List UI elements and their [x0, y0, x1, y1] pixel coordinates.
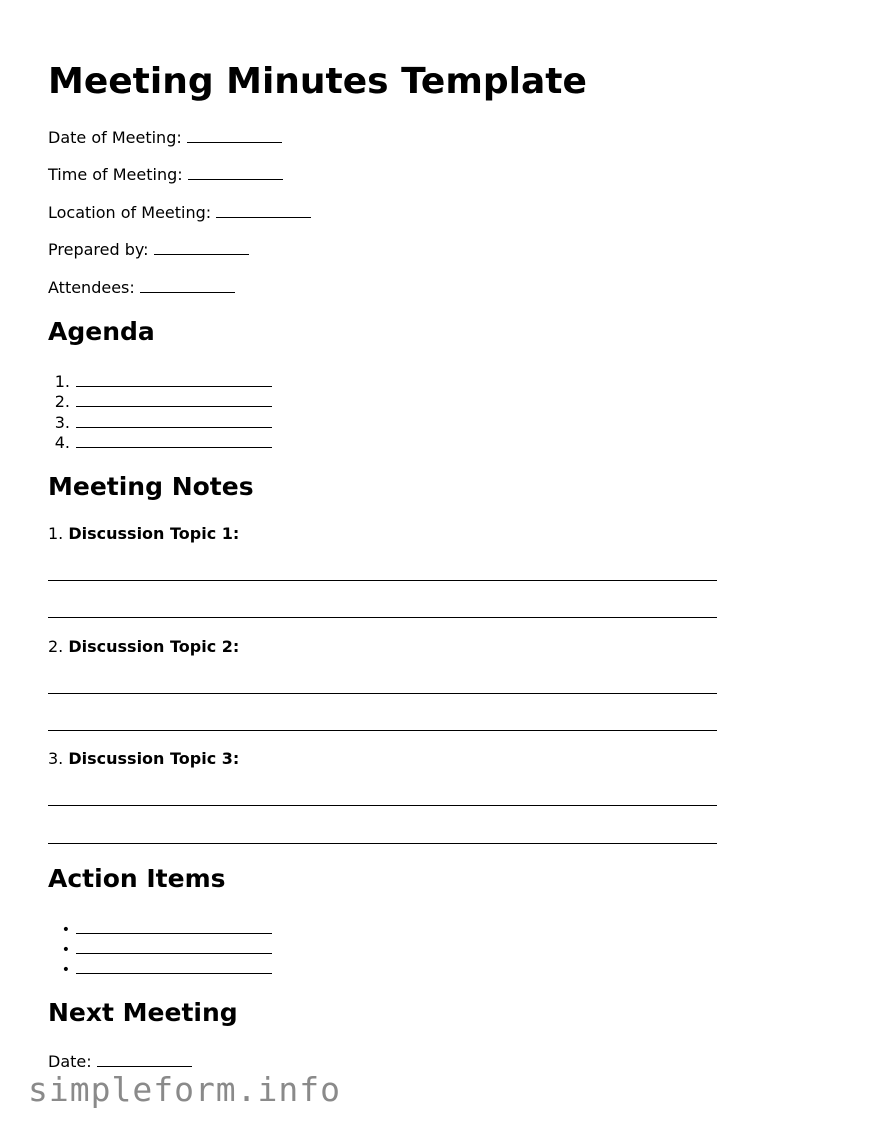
blank-line[interactable]: [140, 276, 235, 293]
blank-line[interactable]: [154, 238, 249, 255]
agenda-heading: Agenda: [48, 317, 155, 346]
note-line[interactable]: [48, 580, 717, 581]
bullet-icon: •: [61, 962, 70, 978]
meeting-notes-heading: Meeting Notes: [48, 472, 254, 501]
location-of-meeting-field: [48, 201, 311, 223]
topic-number: 2.: [48, 637, 64, 656]
field-label: Time of Meeting:: [48, 165, 183, 184]
blank-line[interactable]: [76, 431, 272, 448]
topic-label: Discussion Topic 2:: [68, 637, 240, 656]
action-item: [48, 957, 272, 980]
blank-line[interactable]: [76, 917, 272, 934]
topic-number: 3.: [48, 749, 64, 768]
note-line[interactable]: [48, 693, 717, 694]
blank-line[interactable]: [187, 126, 282, 143]
agenda-item: [48, 411, 272, 433]
topic-label: Discussion Topic 1:: [68, 524, 240, 543]
blank-line[interactable]: [76, 957, 272, 974]
note-line[interactable]: [48, 805, 717, 806]
next-meeting-heading: Next Meeting: [48, 998, 238, 1027]
discussion-topic-3: [48, 749, 239, 769]
topic-number: 1.: [48, 524, 64, 543]
attendees-field: [48, 276, 235, 298]
note-line[interactable]: [48, 730, 717, 731]
blank-line[interactable]: [76, 370, 272, 387]
blank-line[interactable]: [188, 163, 283, 180]
time-of-meeting-field: [48, 163, 283, 185]
agenda-item: [48, 390, 272, 412]
blank-line[interactable]: [76, 390, 272, 407]
blank-line[interactable]: [76, 411, 272, 428]
topic-label: Discussion Topic 3:: [68, 749, 240, 768]
field-label: Date of Meeting:: [48, 128, 182, 147]
agenda-number: 3.: [54, 413, 70, 432]
agenda-number: 2.: [54, 392, 70, 411]
field-label: Location of Meeting:: [48, 203, 212, 222]
discussion-topic-1: [48, 524, 239, 544]
bullet-icon: •: [61, 922, 70, 938]
blank-line[interactable]: [216, 201, 311, 218]
field-label: Date:: [48, 1052, 92, 1071]
discussion-topic-2: [48, 637, 239, 657]
date-of-meeting-field: [48, 126, 282, 148]
bullet-icon: •: [61, 942, 70, 958]
next-meeting-date-field: [48, 1050, 192, 1072]
agenda-number: 1.: [54, 372, 70, 391]
field-label: Prepared by:: [48, 240, 149, 259]
page-title: Meeting Minutes Template: [48, 61, 587, 102]
blank-line[interactable]: [76, 937, 272, 954]
note-line[interactable]: [48, 843, 717, 844]
watermark: simpleform.info: [28, 1070, 342, 1109]
agenda-item: [48, 370, 272, 392]
prepared-by-field: [48, 238, 249, 260]
note-line[interactable]: [48, 617, 717, 618]
agenda-number: 4.: [54, 433, 70, 452]
blank-line[interactable]: [97, 1050, 192, 1067]
action-items-heading: Action Items: [48, 864, 226, 893]
field-label: Attendees:: [48, 278, 135, 297]
agenda-item: [48, 431, 272, 453]
